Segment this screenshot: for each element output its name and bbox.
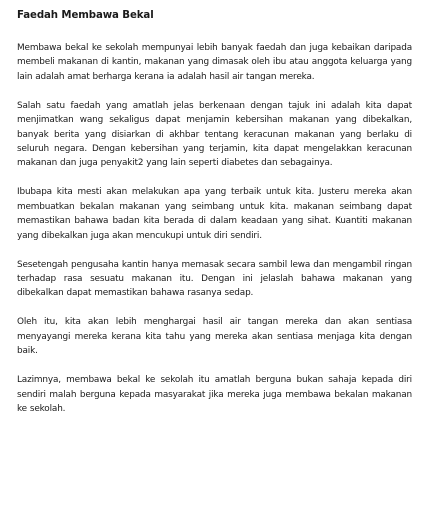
paragraph-3: Ibubapa kita mesti akan melakukan apa yang terbaik untuk kita. Justeru mereka akan membuatkan bekalan makanan yang seimbang untuk kita. makanan seimbang dapat memastikan bahawa badan kita berada di dalam keadaan yang sihat. Kuantiti makanan yang dibekalkan juga akan mencukupi untuk diri sendiri. [17,187,412,241]
paragraph-4: Sesetengah pengusaha kantin hanya memasak secara sambil lewa dan mengambil ringan terhadap rasa sesuatu makanan itu. Dengan ini jelaslah bahawa makanan yang dibekalkan dapat memastikan bahawa rasanya sedap. [17,259,412,299]
paragraph-5: Oleh itu, kita akan lebih menghargai hasil air tangan mereka dan akan sentiasa menyayangi mereka kerana kita tahu yang mereka akan sentiasa menjaga kita dengan baik. [17,317,412,357]
paragraph-2: Salah satu faedah yang amatlah jelas berkenaan dengan tajuk ini adalah kita dapat menjimatkan wang sekaligus dapat menjamin kebersihan makanan yang dibekalkan, banyak berita yang disiarkan di akhbar tentang keracunan makanan yang berlaku di seluruh negara. Dengan kebersihan yang terjamin, kita dapat mengelakkan keracunan makanan dan juga penyakit2 yang lain seperti diabetes dan sebagainya. [17,100,412,169]
paragraph-6: Lazimnya, membawa bekal ke sekolah itu amatlah berguna bukan sahaja kepada diri sendiri malah berguna kepada masyarakat jika mereka juga membawa bekalan makanan ke sekolah. [17,375,412,415]
document-title: Faedah Membawa Bekal [17,10,154,21]
paragraph-1: Membawa bekal ke sekolah mempunyai lebih banyak faedah dan juga kebaikan daripada membeli makanan di kantin, makanan yang dimasak oleh ibu atau anggota keluarga yang lain adalah amat berharga kerana ia adalah hasil air tangan mereka. [17,43,412,82]
